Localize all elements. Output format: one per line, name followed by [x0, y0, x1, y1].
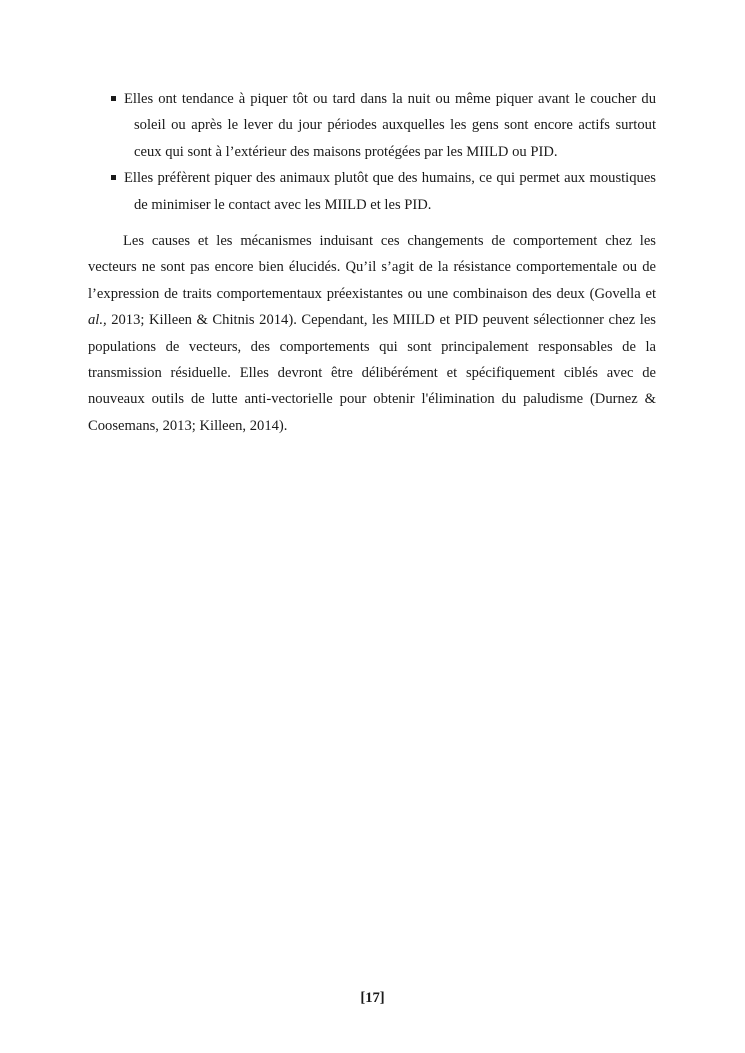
list-item	[88, 165, 656, 218]
bullet-text: Elles préfèrent piquer des animaux plutôt que des humains, ce qui permet aux moustiques de minimiser le contact avec les MIILD et les PID.	[124, 170, 656, 213]
citation-italic: al.,	[88, 312, 107, 329]
bullet-text: Elles ont tendance à piquer tôt ou tard dans la nuit ou même piquer avant le coucher du soleil ou après le lever du jour périodes auxquelles les gens sont encore actifs surtout ceux qui sont à l’extérieur des maisons protégées par les MIILD ou PID.	[124, 91, 656, 160]
square-bullet-icon	[111, 175, 116, 180]
page-number: [17]	[360, 990, 385, 1006]
body-paragraph	[88, 228, 656, 439]
paragraph-text-part-2: 2013; Killeen & Chitnis 2014). Cependant, les MIILD et PID peuvent sélectionner chez les populations de vecteurs, des comportements qui sont principalement responsables de la transmission résiduelle. Elles devront être délibérément et spécifiquement ciblés avec de nouveaux outils de lutte anti-vectorielle pour obtenir l'élimination du paludisme (Durnez & Coosemans, 2013; Killeen, 2014).	[88, 312, 656, 434]
list-item	[88, 86, 656, 165]
bullet-list	[88, 86, 656, 218]
square-bullet-icon	[111, 96, 116, 101]
page-content	[88, 86, 656, 439]
paragraph-text-part-1: Les causes et les mécanismes induisant ces changements de comportement chez les vecteurs ne sont pas encore bien élucidés. Qu’il s’agit de la résistance comportementale ou de l’expression de traits comportementaux préexistantes ou une combinaison des deux (Govella et	[88, 233, 656, 302]
